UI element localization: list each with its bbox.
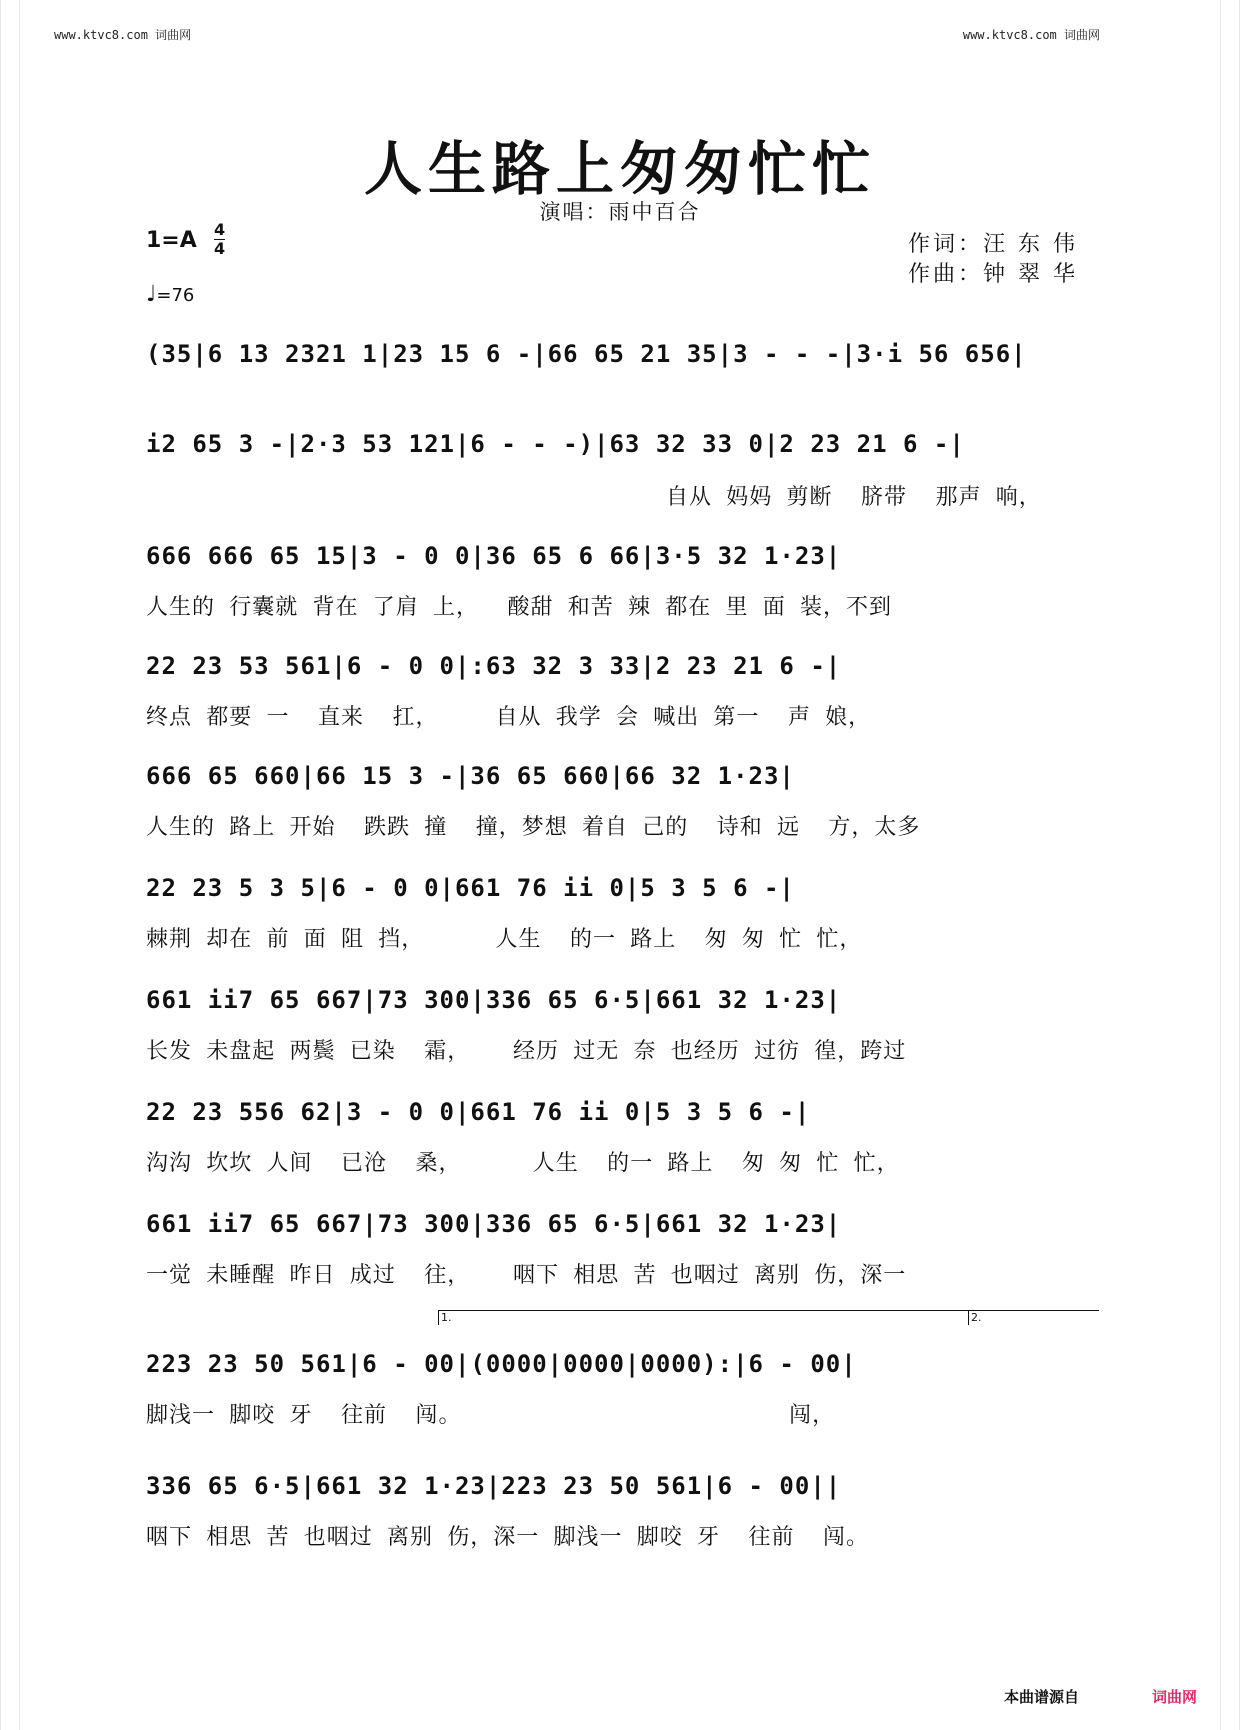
- notes-line: 666 666 65 15|3 - 0 0|36 65 6 66|3·5 32 1·23|: [146, 542, 842, 570]
- notes-line: 22 23 556 62|3 - 0 0|661 76 ii 0|5 3 5 6 -|: [146, 1098, 811, 1126]
- right-watermark-strip: [1220, 0, 1240, 1730]
- notes-line: 661 ii7 65 667|73 300|336 65 6·5|661 32 1·23|: [146, 1210, 842, 1238]
- notes-line: 223 23 50 561|6 - 00|(0000|0000|0000):|6 - 00|: [146, 1350, 857, 1378]
- time-signature-bottom: 4: [214, 239, 226, 258]
- lyrics-line: 棘荆 却在 前 面 阻 挡， 人生 的一 路上 匆 匆 忙 忙，: [146, 927, 863, 952]
- notes-line: i2 65 3 -|2·3 53 121|6 - - -)|63 32 33 0|2 23 21 6 -|: [146, 430, 965, 458]
- notes-line: 666 65 660|66 15 3 -|36 65 660|66 32 1·23|: [146, 762, 795, 790]
- composer: 作曲：钟 翠 华: [908, 262, 1078, 287]
- lyrics-line: 人生的 路上 开始 跌跌 撞 撞，梦想 着自 己的 诗和 远 方，太多: [146, 815, 921, 840]
- notes-line: (35|6 13 2321 1|23 15 6 -|66 65 21 35|3 - - -|3·i 56 656|: [146, 340, 1027, 368]
- lyrics-line: 脚浅一 脚咬 牙 往前 闯。 闯，: [146, 1403, 836, 1428]
- lyrics-line: 一觉 未睡醒 昨日 成过 往， 咽下 相思 苦 也咽过 离别 伤，深一: [146, 1263, 907, 1288]
- footer-source-text: 本曲谱源自: [1004, 1688, 1080, 1706]
- lyrics-line: 人生的 行囊就 背在 了肩 上， 酸甜 和苦 辣 都在 里 面 装，不到: [146, 595, 892, 620]
- lyrics-line: 沟沟 坎坎 人间 已沧 桑， 人生 的一 路上 匆 匆 忙 忙，: [146, 1151, 900, 1176]
- tempo-value: =76: [156, 285, 195, 306]
- volta-second-ending: 2.: [968, 1310, 1099, 1325]
- credits: [908, 230, 1078, 290]
- lyrics-line: 长发 未盘起 两鬓 已染 霜， 经历 过无 奈 也经历 过彷 徨，跨过: [146, 1039, 907, 1064]
- left-watermark-strip: [0, 0, 20, 1730]
- footer-site-link[interactable]: 词曲网: [1152, 1688, 1198, 1706]
- lyrics-line: 终点 都要 一 直来 扛， 自从 我学 会 喊出 第一 声 娘，: [146, 705, 872, 730]
- song-title: 人生路上匆匆忙忙: [363, 135, 876, 203]
- time-signature: [214, 222, 225, 257]
- notes-line: 336 65 6·5|661 32 1·23|223 23 50 561|6 - 00||: [146, 1472, 842, 1500]
- quarter-note-icon: ♩: [146, 282, 157, 307]
- singer: 演唱：雨中百合: [539, 200, 701, 224]
- lyricist: 作词：汪 东 伟: [908, 232, 1078, 257]
- notes-line: 22 23 5 3 5|6 - 0 0|661 76 ii 0|5 3 5 6 -|: [146, 874, 795, 902]
- lyrics-line: 自从 妈妈 剪断 脐带 那声 响，: [666, 485, 1042, 510]
- tempo-marking: [146, 282, 194, 307]
- lyrics-line: 咽下 相思 苦 也咽过 离别 伤，深一 脚浅一 脚咬 牙 往前 闯。: [146, 1525, 869, 1550]
- time-signature-top: 4: [214, 220, 226, 239]
- notes-line: 22 23 53 561|6 - 0 0|:63 32 3 33|2 23 21 6 -|: [146, 652, 842, 680]
- header-site-right[interactable]: www.ktvc8.com 词曲网: [962, 28, 1100, 42]
- key-signature: 1=A: [146, 228, 197, 253]
- header-site-left[interactable]: www.ktvc8.com 词曲网: [54, 28, 192, 42]
- volta-first-ending: 1.: [438, 1310, 969, 1325]
- notes-line: 661 ii7 65 667|73 300|336 65 6·5|661 32 1·23|: [146, 986, 842, 1014]
